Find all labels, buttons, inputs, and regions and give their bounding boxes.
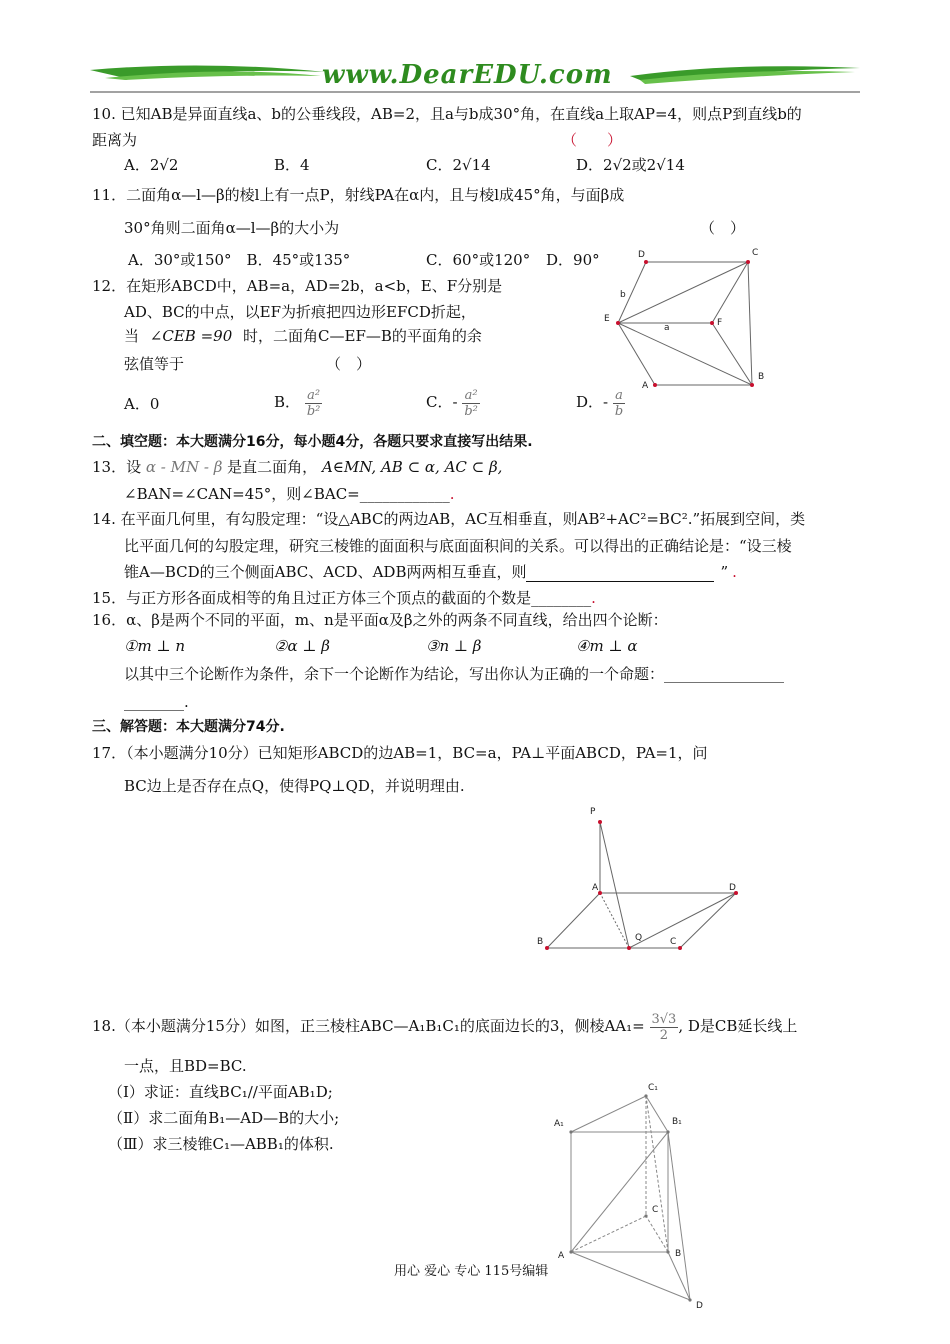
q11-option-d: D．90° <box>546 251 600 269</box>
q12-line2: AD、BC的中点，以EF为折痕把四边形EFCD折起， <box>124 303 476 321</box>
fig12-edge-EA <box>618 323 655 385</box>
q16-claim-3: ③n ⊥ β <box>426 637 482 655</box>
q12-option-b-label: B． <box>274 393 301 411</box>
q12-option-a: A．0 <box>124 395 160 413</box>
fig12-point-F <box>710 321 714 325</box>
q10-option-b: B．4 <box>274 156 310 174</box>
q16-line3-text: 以其中三个论断作为条件，余下一个论断作为结论，写出你认为正确的一个命题： <box>124 665 665 683</box>
fig12-point-C <box>746 260 750 264</box>
fig18-label-A: A <box>558 1251 565 1261</box>
fig12-label-A: A <box>642 381 649 391</box>
fig18-point-C1 <box>644 1094 647 1097</box>
q18-part-1: （Ⅰ）求证：直线BC₁//平面AB₁D; <box>108 1083 333 1101</box>
fig18-label-A1: A₁ <box>554 1119 564 1129</box>
fig12-point-E <box>616 321 620 325</box>
q13-dot: . <box>449 485 455 503</box>
fig17-edge-AQ <box>600 893 629 948</box>
fig17-point-A <box>598 891 602 895</box>
q12-angle-expr: ∠CEB =90 <box>149 327 233 345</box>
q12-line4: 弦值等于 <box>124 355 185 373</box>
q16-claim-2: ②α ⊥ β <box>274 637 330 655</box>
q11-options-ab: A．30°或150° B．45°或135° <box>128 251 351 269</box>
fig17-label-P: P <box>590 807 596 817</box>
q14-blank[interactable] <box>526 565 714 582</box>
fig12-edge-CB <box>748 262 752 385</box>
q10-option-d: D．2√2或2√14 <box>576 156 685 174</box>
fig18-edge-BC <box>646 1216 668 1252</box>
q15-dot: . <box>591 589 596 607</box>
fig18-point-A <box>569 1250 572 1253</box>
q18-figure <box>550 1080 730 1310</box>
fig12-point-D <box>644 260 648 264</box>
fig17-label-C: C <box>670 937 677 947</box>
fig17-edge-AB <box>547 893 600 948</box>
q12-option-b-den: b² <box>306 403 321 419</box>
fig12-point-A <box>653 383 657 387</box>
fig18-label-B1: B₁ <box>672 1117 682 1127</box>
fig17-point-P <box>598 820 602 824</box>
fig18-edge-B1C1 <box>646 1096 668 1132</box>
q11-option-c: C．60°或120° <box>426 251 531 269</box>
fig17-edge-CD <box>680 893 736 948</box>
q12-line3-post: 时，二面角C—EF—B的平面角的余 <box>243 327 482 345</box>
fig17-label-D: D <box>729 883 736 893</box>
fig17-point-B <box>545 946 549 950</box>
q12-option-b-num: a² <box>305 388 323 404</box>
fig12-edge-EC <box>618 262 748 323</box>
fig12-label-B: B <box>758 372 765 382</box>
q14-line1: 14. 在平面几何里，有勾股定理：“设△ABC的两边AB，AC互相垂直，则AB²+AC²=BC².”拓展到空间，类 <box>92 510 806 528</box>
q14-dot: . <box>732 563 737 581</box>
q13-line2 <box>124 484 455 504</box>
q14-line3-text: 锥A—BCD的三个侧面ABC、ACD、ADB两两相互垂直，则 <box>124 563 527 581</box>
q10-line2: 距离为 <box>92 131 138 149</box>
q16-line1: 16．α、β是两个不同的平面，m、n是平面α及β之外的两条不同直线，给出四个论断： <box>92 611 668 629</box>
q18-lateral-edge-frac <box>650 1012 679 1043</box>
fig12-label-b: b <box>620 290 626 300</box>
q16-blank-2[interactable]: ________. <box>124 693 189 711</box>
q17-figure <box>530 800 750 960</box>
page-footer: 用心 爱心 专心 115号编辑 <box>394 1264 549 1279</box>
fig12-point-B <box>750 383 754 387</box>
q12-paren: （ ） <box>326 355 372 373</box>
fig18-edge-AB1 <box>571 1132 668 1252</box>
fig17-edge-PQ <box>600 822 629 948</box>
site-logo[interactable]: www.DearEDU.com <box>322 60 613 90</box>
section-3-title: 三、解答题：本大题满分74分. <box>92 719 285 735</box>
fig18-label-C: C <box>652 1205 659 1215</box>
fig12-label-C: C <box>752 248 759 258</box>
q12-option-c <box>426 380 480 424</box>
q16-blank-1[interactable]: ________________ <box>664 665 785 683</box>
q18-line1-post: , D是CB延长线上 <box>678 1017 798 1035</box>
fig18-label-D: D <box>696 1301 703 1310</box>
q12-option-c-den: b² <box>464 403 478 419</box>
q11-line1: 11．二面角α—l—β的棱l上有一点P，射线PA在α内，且与棱l成45°角，与面β成 <box>92 186 625 204</box>
fig18-point-D <box>688 1298 691 1301</box>
fig12-label-a: a <box>664 323 670 333</box>
q11-line2: 30°角则二面角α—l—β的大小为 <box>124 219 340 237</box>
q12-option-d-num: a <box>613 388 625 404</box>
fig17-point-C <box>678 946 682 950</box>
q13-line1 <box>92 457 502 477</box>
q12-option-d-den: b <box>614 403 624 419</box>
q12-option-d-label: D．- <box>576 393 609 411</box>
fig18-edge-A1C1 <box>571 1096 646 1132</box>
q13-blank[interactable]: ____________ <box>359 485 450 503</box>
q16-line3 <box>124 664 784 684</box>
fig12-label-F: F <box>717 318 723 328</box>
q12-option-b-frac <box>305 388 323 419</box>
fig12-edge-CF <box>712 262 748 323</box>
q14-line2: 比平面几何的勾股定理，研究三棱锥的面面积与底面面积间的关系。可以得出的正确结论是：“设三棱 <box>124 537 792 555</box>
fig17-edge-QD <box>629 893 736 948</box>
fig18-point-B <box>666 1250 669 1253</box>
q13-line2-text: ∠BAN=∠CAN=45°，则∠BAC= <box>124 485 360 503</box>
q10-line1: 10. 已知AB是异面直线a、b的公垂线段，AB=2，且a与b成30°角，在直线a上取AP=4，则点P到直线b的 <box>92 105 802 123</box>
q14-line3-end: ” <box>720 563 729 581</box>
q12-option-c-label: C．- <box>426 393 458 411</box>
q18-line1-pre: 18.（本小题满分15分）如图，正三棱柱ABC—A₁B₁C₁的底面边长的3，侧棱AA₁= <box>92 1017 645 1035</box>
q15-blank[interactable]: ________ <box>531 589 592 607</box>
q12-option-c-frac <box>462 388 480 419</box>
q18-frac-den: 2 <box>659 1027 669 1043</box>
q12-line1: 12．在矩形ABCD中，AB=a，AD=2b，a<b，E、F分别是 <box>92 277 503 295</box>
q13-condition-expr: A∈MN, AB ⊂ α, AC ⊂ β, <box>321 458 503 476</box>
q13-line1-pre: 13．设 <box>92 458 142 476</box>
q11-paren: （ ） <box>700 219 746 237</box>
q17-line2: BC边上是否存在点Q，使得PQ⊥QD，并说明理由. <box>124 777 465 795</box>
q13-line1-mid: 是直二面角， <box>227 458 318 476</box>
q16-claim-1: ①m ⊥ n <box>124 637 185 655</box>
q12-option-c-num: a² <box>462 388 480 404</box>
fig12-label-D: D <box>638 250 645 260</box>
section-2-title: 二、填空题：本大题满分16分，每小题4分，各题只要求直接写出结果. <box>92 434 533 450</box>
fig18-point-B1 <box>666 1130 669 1133</box>
q15-line <box>92 588 596 608</box>
fig17-point-Q <box>627 946 631 950</box>
q12-line3 <box>124 326 482 346</box>
q18-part-3: （Ⅲ）求三棱锥C₁—ABB₁的体积. <box>108 1135 334 1153</box>
q18-part-2: （Ⅱ）求二面角B₁—AD—B的大小; <box>108 1109 340 1127</box>
q18-line2: 一点，且BD=BC. <box>124 1057 247 1075</box>
q12-option-b <box>274 380 322 424</box>
fig18-edge-BC1 <box>646 1096 668 1252</box>
fig17-label-A: A <box>592 883 599 893</box>
q10-option-a: A．2√2 <box>124 156 179 174</box>
q12-figure <box>600 245 770 395</box>
fig18-edge-AD <box>571 1252 690 1300</box>
fig18-edge-AC <box>571 1216 646 1252</box>
q18-frac-num: 3√3 <box>651 1011 677 1027</box>
fig17-label-B: B <box>537 937 544 947</box>
fig17-label-Q: Q <box>635 933 643 943</box>
fig18-point-A1 <box>569 1130 572 1133</box>
fig18-label-C1: C₁ <box>648 1083 658 1093</box>
fig18-point-C <box>644 1214 647 1217</box>
q15-text: 15．与正方形各面成相等的角且过正方体三个顶点的截面的个数是 <box>92 589 532 607</box>
q17-line1: 17．（本小题满分10分）已知矩形ABCD的边AB=1，BC=a，PA⊥平面ABCD，PA=1，问 <box>92 744 708 762</box>
q16-claim-4: ④m ⊥ α <box>576 637 638 655</box>
q14-line3 <box>124 562 737 582</box>
q10-paren: （ ） <box>562 131 623 149</box>
fig18-label-B: B <box>675 1249 682 1259</box>
q18-line1 <box>92 1006 797 1046</box>
q13-dihedral-expr: α - MN - β <box>145 458 223 476</box>
fig12-label-E: E <box>604 314 610 324</box>
q10-option-c: C．2√14 <box>426 156 491 174</box>
q12-line3-pre: 当 <box>124 327 140 345</box>
